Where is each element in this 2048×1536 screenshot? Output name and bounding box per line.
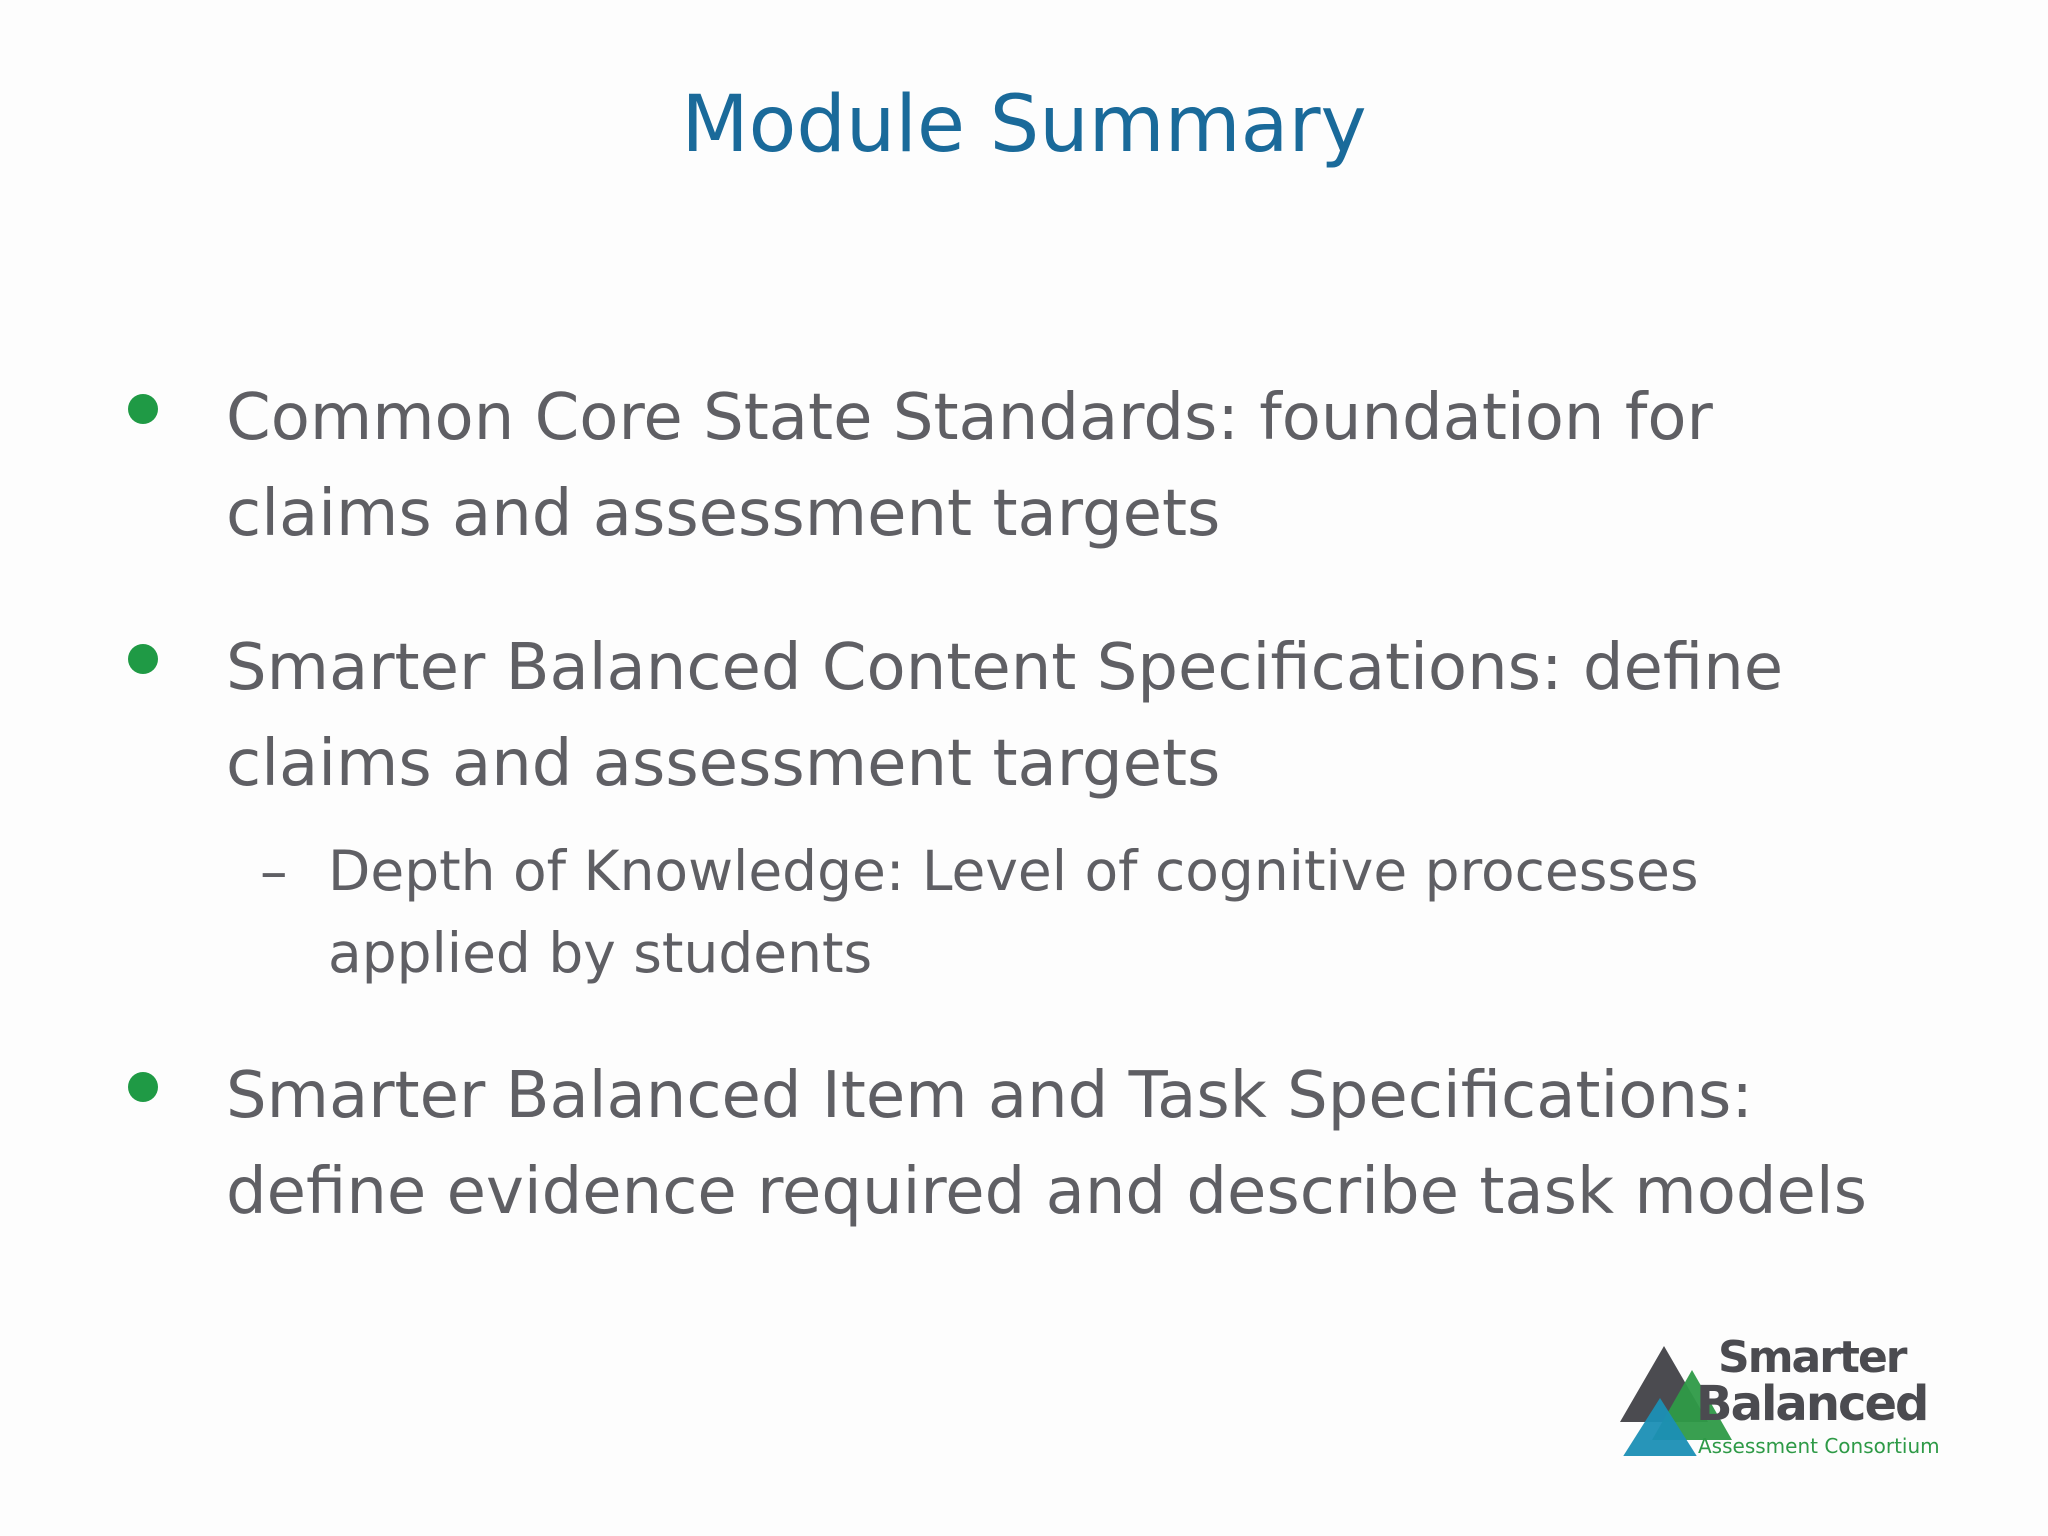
bullet-line: define evidence required and describe task models — [226, 1155, 1867, 1229]
logo-tagline: Assessment Consortium — [1698, 1434, 1940, 1458]
bullet-line: Smarter Balanced Content Specifications: define — [226, 631, 1784, 705]
bullet-line: claims and assessment targets — [226, 477, 1221, 551]
dash-icon: – — [260, 839, 288, 903]
sub-bullet-line: applied by students — [328, 921, 873, 985]
bullet-item — [226, 1048, 1886, 1240]
bullet-dot-icon — [128, 644, 158, 674]
slide-title: Module Summary — [681, 80, 1367, 170]
bullet-dot-icon — [128, 394, 158, 424]
logo-word-smarter: Smarter — [1718, 1332, 1906, 1383]
logo-word-balanced: Balanced — [1696, 1376, 1928, 1432]
bullet-item — [226, 370, 1886, 562]
smarter-balanced-logo — [1620, 1332, 1960, 1460]
sub-bullet-item — [260, 830, 1828, 994]
bullet-line: claims and assessment targets — [226, 727, 1221, 801]
bullet-dot-icon — [128, 1072, 158, 1102]
sub-bullet-line: Depth of Knowledge: Level of cognitive processes — [328, 839, 1699, 903]
bullet-line: Smarter Balanced Item and Task Specifications: — [226, 1059, 1753, 1133]
bullet-line: Common Core State Standards: foundation for — [226, 381, 1713, 455]
bullet-item — [226, 620, 1886, 812]
